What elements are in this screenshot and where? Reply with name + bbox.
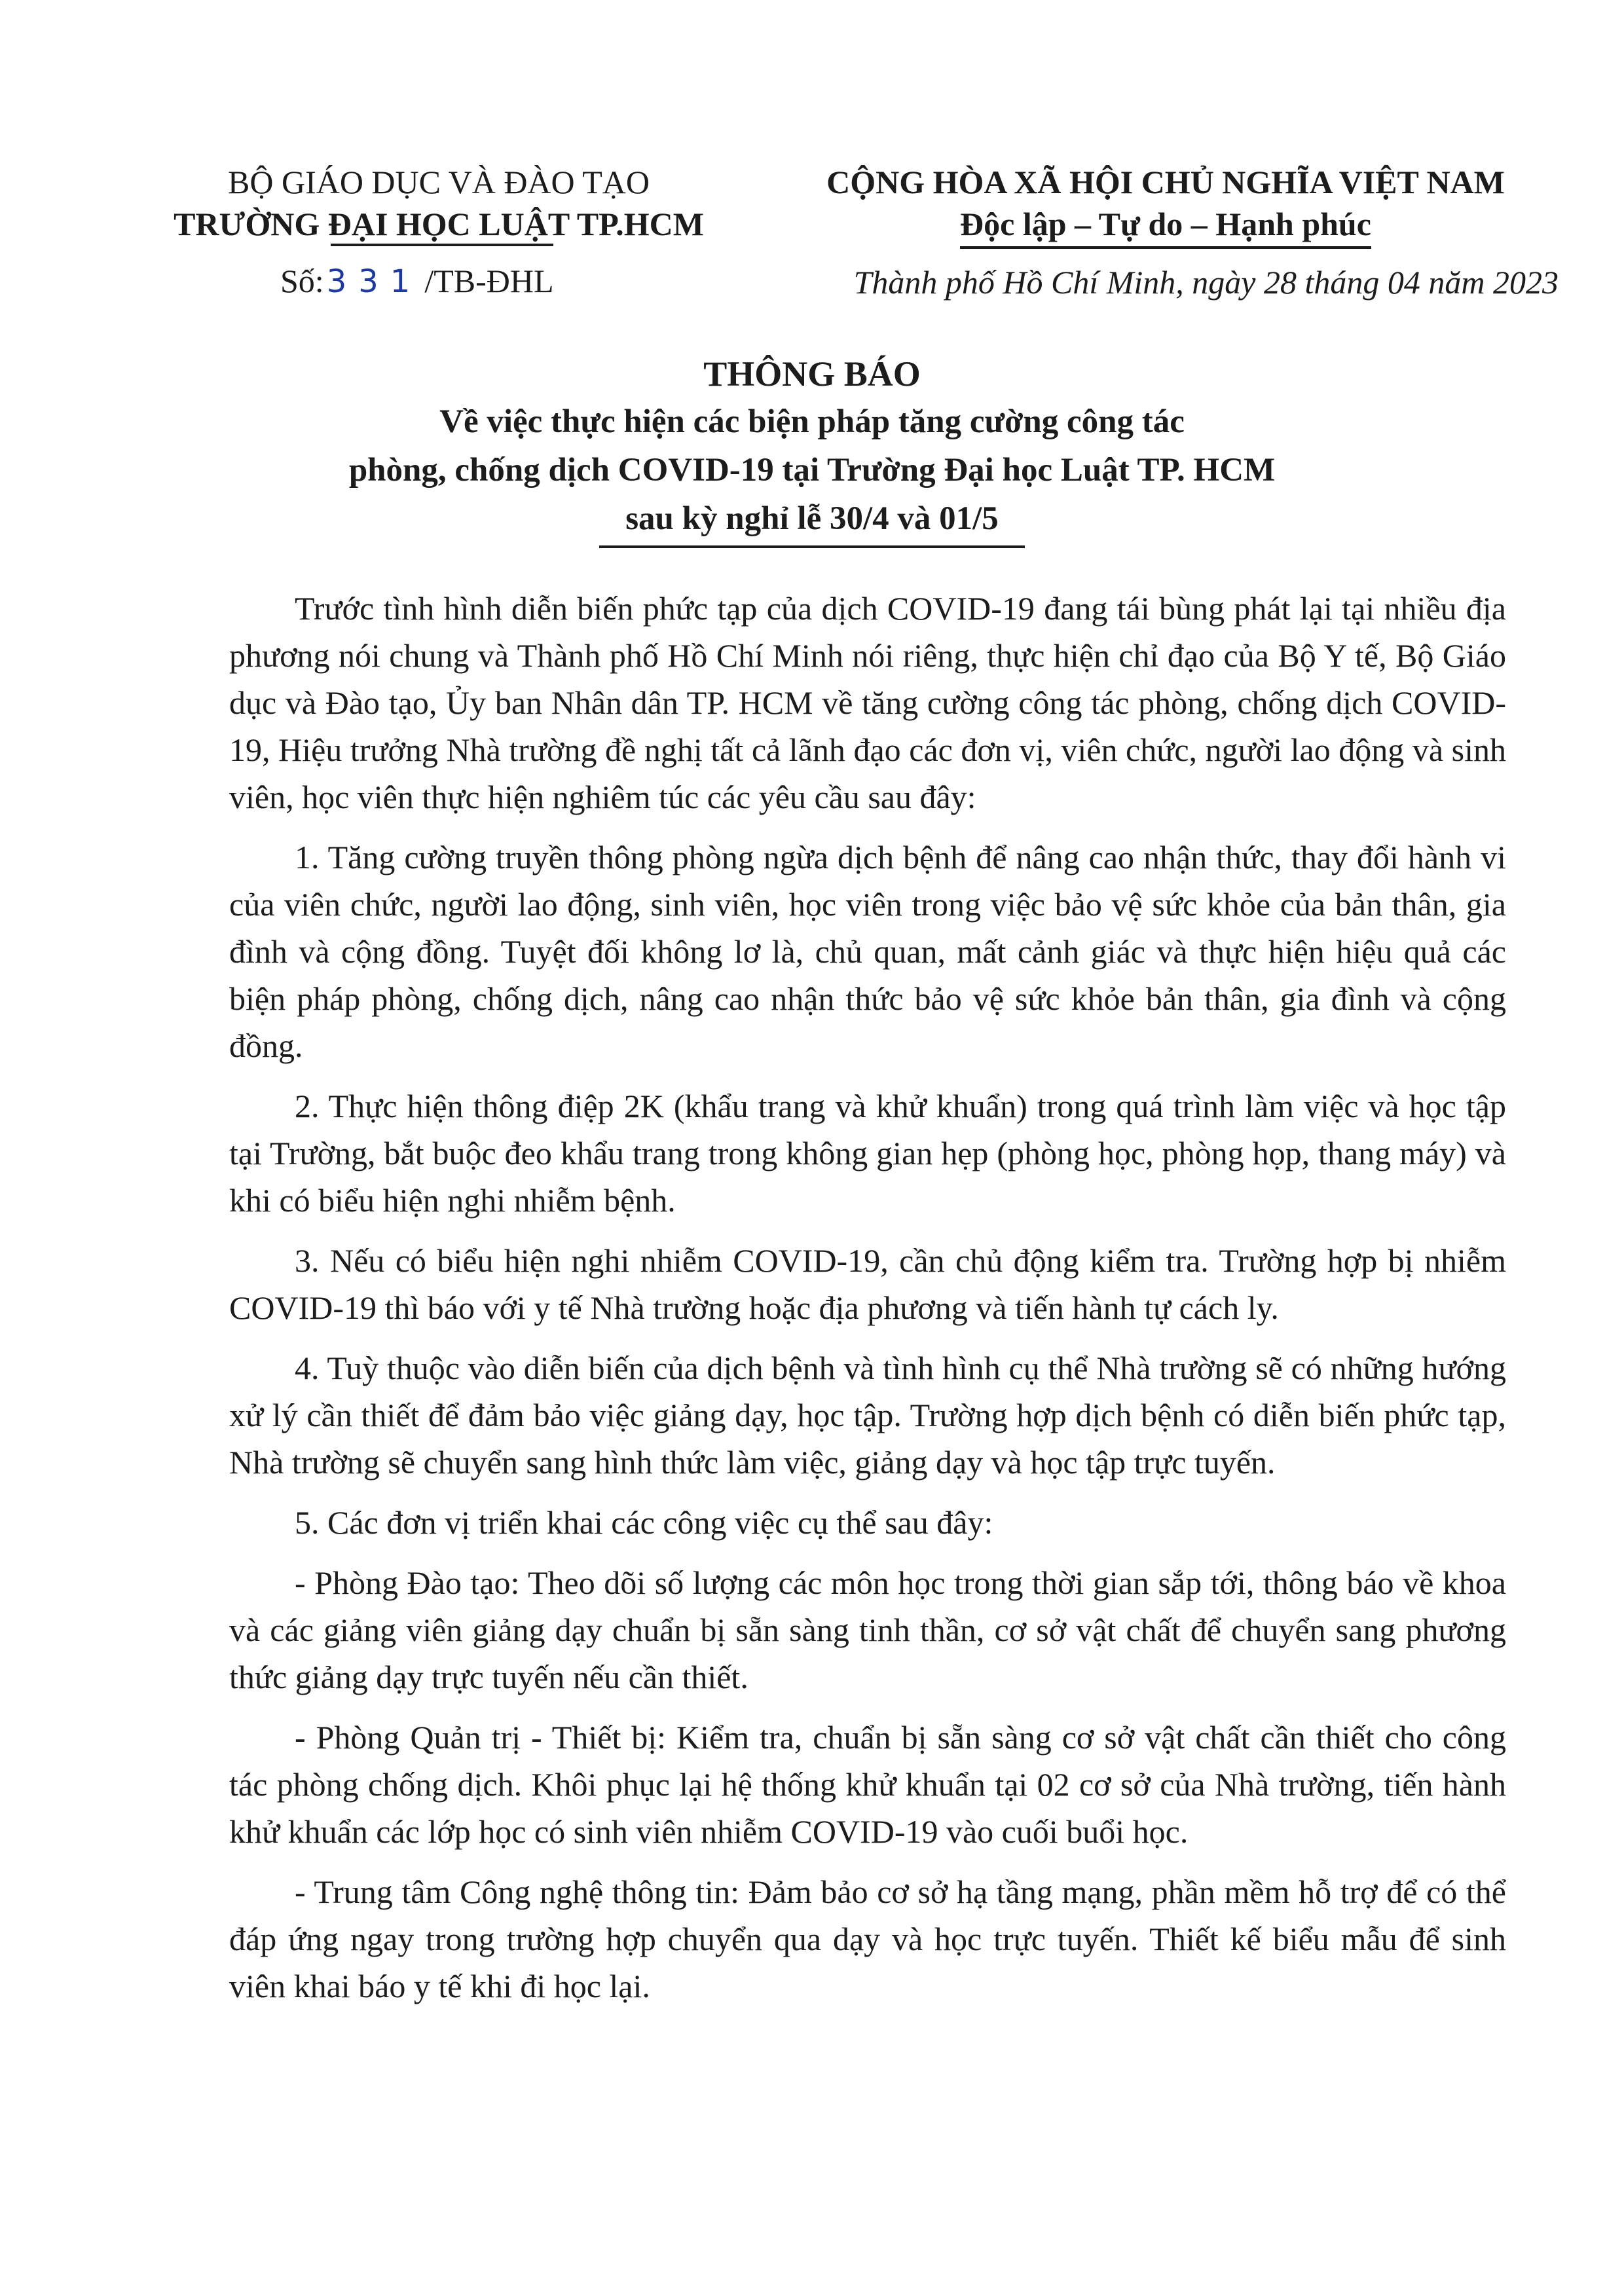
title-block <box>196 350 1428 548</box>
date-line: Thành phố Hồ Chí Minh, ngày 28 tháng 04 năm 2023 <box>853 264 1559 301</box>
handwritten-number: 331 <box>326 263 422 300</box>
issuer-block <box>131 161 747 245</box>
item-2: 2. Thực hiện thông điệp 2K (khẩu trang và khử khuẩn) trong quá trình làm việc và học tập tại Trường, bắt buộc đeo khẩu trang trong không gian hẹp (phòng học, phòng họp, thang máy) và khi có biểu hiện nghi nhiễm bệnh. <box>229 1088 1506 1219</box>
sub-item-facilities: - Phòng Quản trị - Thiết bị: Kiểm tra, chuẩn bị sẵn sàng cơ sở vật chất cần thiết cho công tác phòng chống dịch. Khôi phục lại hệ thống khử khuẩn tại 02 cơ sở của Nhà trường, tiến hành khử khuẩn các lớp học có sinh viên nhiễm COVID-19 vào cuối buổi học. <box>229 1719 1506 1850</box>
document-body <box>229 585 1506 2010</box>
document-title: THÔNG BÁO <box>703 354 921 394</box>
intro-paragraph: Trước tình hình diễn biến phức tạp của dịch COVID-19 đang tái bùng phát lại tại nhiều địa phương nói chung và Thành phố Hồ Chí Minh nói riêng, thực hiện chỉ đạo của Bộ Y tế, Bộ Giáo dục và Đào tạo, Ủy ban Nhân dân TP. HCM về tăng cường công tác phòng, chống dịch COVID-19, Hiệu trưởng Nhà trường đề nghị tất cả lãnh đạo các đơn vị, viên chức, người lao động và sinh viên, học viên thực hiện nghiêm túc các yêu cầu sau đây: <box>229 590 1506 815</box>
national-motto: Độc lập – Tự do – Hạnh phúc <box>960 203 1371 249</box>
subtitle-line-1: Về việc thực hiện các biện pháp tăng cường công tác <box>439 403 1185 440</box>
document-number <box>280 262 554 300</box>
school-name: TRƯỜNG ĐẠI HỌC LUẬT TP.HCM <box>174 203 704 245</box>
sub-item-it-center: - Trung tâm Công nghệ thông tin: Đảm bảo cơ sở hạ tầng mạng, phần mềm hỗ trợ để có thể đáp ứng ngay trong trường hợp chuyển qua dạy và học trực tuyến. Thiết kế biểu mẫu để sinh viên khai báo y tế khi đi học lại. <box>229 1873 1506 2004</box>
item-4: 4. Tuỳ thuộc vào diễn biến của dịch bệnh và tình hình cụ thể Nhà trường sẽ có những hướng xử lý cần thiết để đảm bảo việc giảng dạy, học tập. Trường hợp dịch bệnh có diễn biến phức tạp, Nhà trường sẽ chuyển sang hình thức làm việc, giảng dạy và học tập trực tuyến. <box>229 1350 1506 1481</box>
republic-name: CỘNG HÒA XÃ HỘI CHỦ NGHĨA VIỆT NAM <box>826 164 1505 200</box>
item-3: 3. Nếu có biểu hiện nghi nhiễm COVID-19, cần chủ động kiểm tra. Trường hợp bị nhiễm COVID-19 thì báo với y tế Nhà trường hoặc địa phương và tiến hành tự cách ly. <box>229 1242 1506 1326</box>
subtitle-line-3: sau kỳ nghỉ lễ 30/4 và 01/5 <box>599 494 1025 548</box>
subtitle-line-2: phòng, chống dịch COVID-19 tại Trường Đại học Luật TP. HCM <box>348 452 1276 488</box>
school-underline <box>331 244 553 246</box>
item-1: 1. Tăng cường truyền thông phòng ngừa dịch bệnh để nâng cao nhận thức, thay đổi hành vi của viên chức, người lao động, sinh viên, học viên trong việc bảo vệ sức khỏe của bản thân, gia đình và cộng đồng. Tuyệt đối không lơ là, chủ quan, mất cảnh giác và thực hiện hiệu quả các biện pháp phòng, chống dịch, nâng cao nhận thức bảo vệ sức khỏe bản thân, gia đình và cộng đồng. <box>229 839 1506 1064</box>
national-header <box>760 161 1572 249</box>
number-suffix: /TB-ĐHL <box>424 263 554 299</box>
ministry-name: BỘ GIÁO DỤC VÀ ĐÀO TẠO <box>228 164 650 200</box>
sub-item-training: - Phòng Đào tạo: Theo dõi số lượng các môn học trong thời gian sắp tới, thông báo về khoa và các giảng viên giảng dạy chuẩn bị sẵn sàng tinh thần, cơ sở vật chất để chuyển sang phương thức giảng dạy trực tuyến nếu cần thiết. <box>229 1564 1506 1695</box>
number-prefix: Số: <box>280 263 324 299</box>
item-5: 5. Các đơn vị triển khai các công việc cụ thể sau đây: <box>295 1504 993 1541</box>
